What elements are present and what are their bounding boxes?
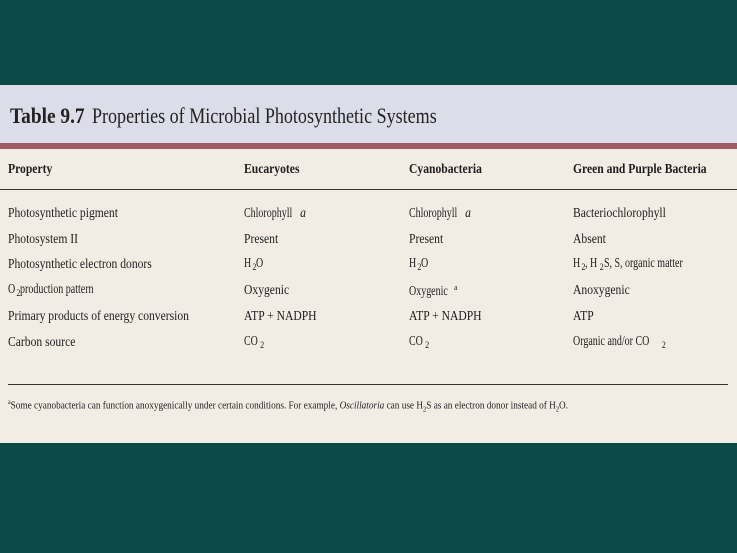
cell-eucaryotes: CO $_2$ bbox=[244, 332, 265, 351]
table-panel bbox=[0, 85, 737, 443]
table-title-bar bbox=[0, 85, 737, 143]
table-row bbox=[0, 190, 737, 226]
header-cyanobacteria: Cyanobacteria bbox=[401, 149, 565, 190]
cell-bacteria: Absent bbox=[573, 230, 606, 246]
footnote-marker: a bbox=[454, 281, 458, 292]
table-title: Properties of Microbial Photosynthetic Systems bbox=[92, 103, 437, 128]
cell-cyanobacteria: Present bbox=[409, 230, 444, 246]
header-green-purple-bacteria: Green and Purple Bacteria bbox=[565, 149, 737, 190]
cell-property: Photosynthetic pigment bbox=[8, 204, 118, 220]
cell-eucaryotes: Oxygenic bbox=[244, 282, 290, 298]
table-row bbox=[0, 303, 737, 329]
cell-property: $O_2production$ pattern bbox=[8, 281, 94, 300]
cell-property: Photosynthetic electron donors bbox=[8, 256, 152, 272]
cell-bacteria: Anoxygenic bbox=[573, 282, 630, 298]
table-number: Table 9.7 bbox=[10, 103, 85, 128]
footnote-divider bbox=[8, 384, 728, 385]
cell-eucaryotes: ATP + NADPH bbox=[244, 308, 317, 324]
cell-eucaryotes: $H_2O$ bbox=[244, 255, 264, 274]
cell-cyanobacteria: Oxygenic $^a$ bbox=[409, 281, 458, 299]
cell-bacteria: Bacteriochlorophyll bbox=[573, 204, 666, 220]
cell-bacteria: $H_2$, H $_2$S, S, organic matter bbox=[573, 255, 683, 274]
cell-cyanobacteria: $H_2O$ bbox=[409, 255, 429, 274]
cell-eucaryotes: Chlorophylla bbox=[244, 204, 306, 220]
cell-bacteria: ATP bbox=[573, 308, 594, 324]
cell-cyanobacteria: ATP + NADPH bbox=[409, 308, 482, 324]
table-row bbox=[0, 226, 737, 252]
table-footnote: $^a$Some cyanobacteria can function anoxygenically under certain conditions. For example, Oscillatoria can use $H_2S$ as an electron donor instead of $H_2O$. bbox=[8, 398, 569, 414]
cell-cyanobacteria: CO $_2$ bbox=[409, 332, 430, 351]
table-row bbox=[0, 252, 737, 278]
cell-property: Carbon source bbox=[8, 333, 76, 349]
properties-table bbox=[0, 149, 737, 355]
cell-property: Primary products of energy conversion bbox=[8, 308, 189, 324]
cell-property: Photosystem II bbox=[8, 230, 78, 246]
table-header-row bbox=[0, 149, 737, 190]
cell-bacteria: Organic and/or CO $_2$ bbox=[573, 332, 666, 351]
cell-eucaryotes: Present bbox=[244, 230, 279, 246]
table-row bbox=[0, 277, 737, 303]
header-eucaryotes: Eucaryotes bbox=[236, 149, 401, 190]
table-row bbox=[0, 329, 737, 355]
header-property: Property bbox=[0, 149, 236, 190]
cell-cyanobacteria: Chlorophylla bbox=[409, 204, 471, 220]
